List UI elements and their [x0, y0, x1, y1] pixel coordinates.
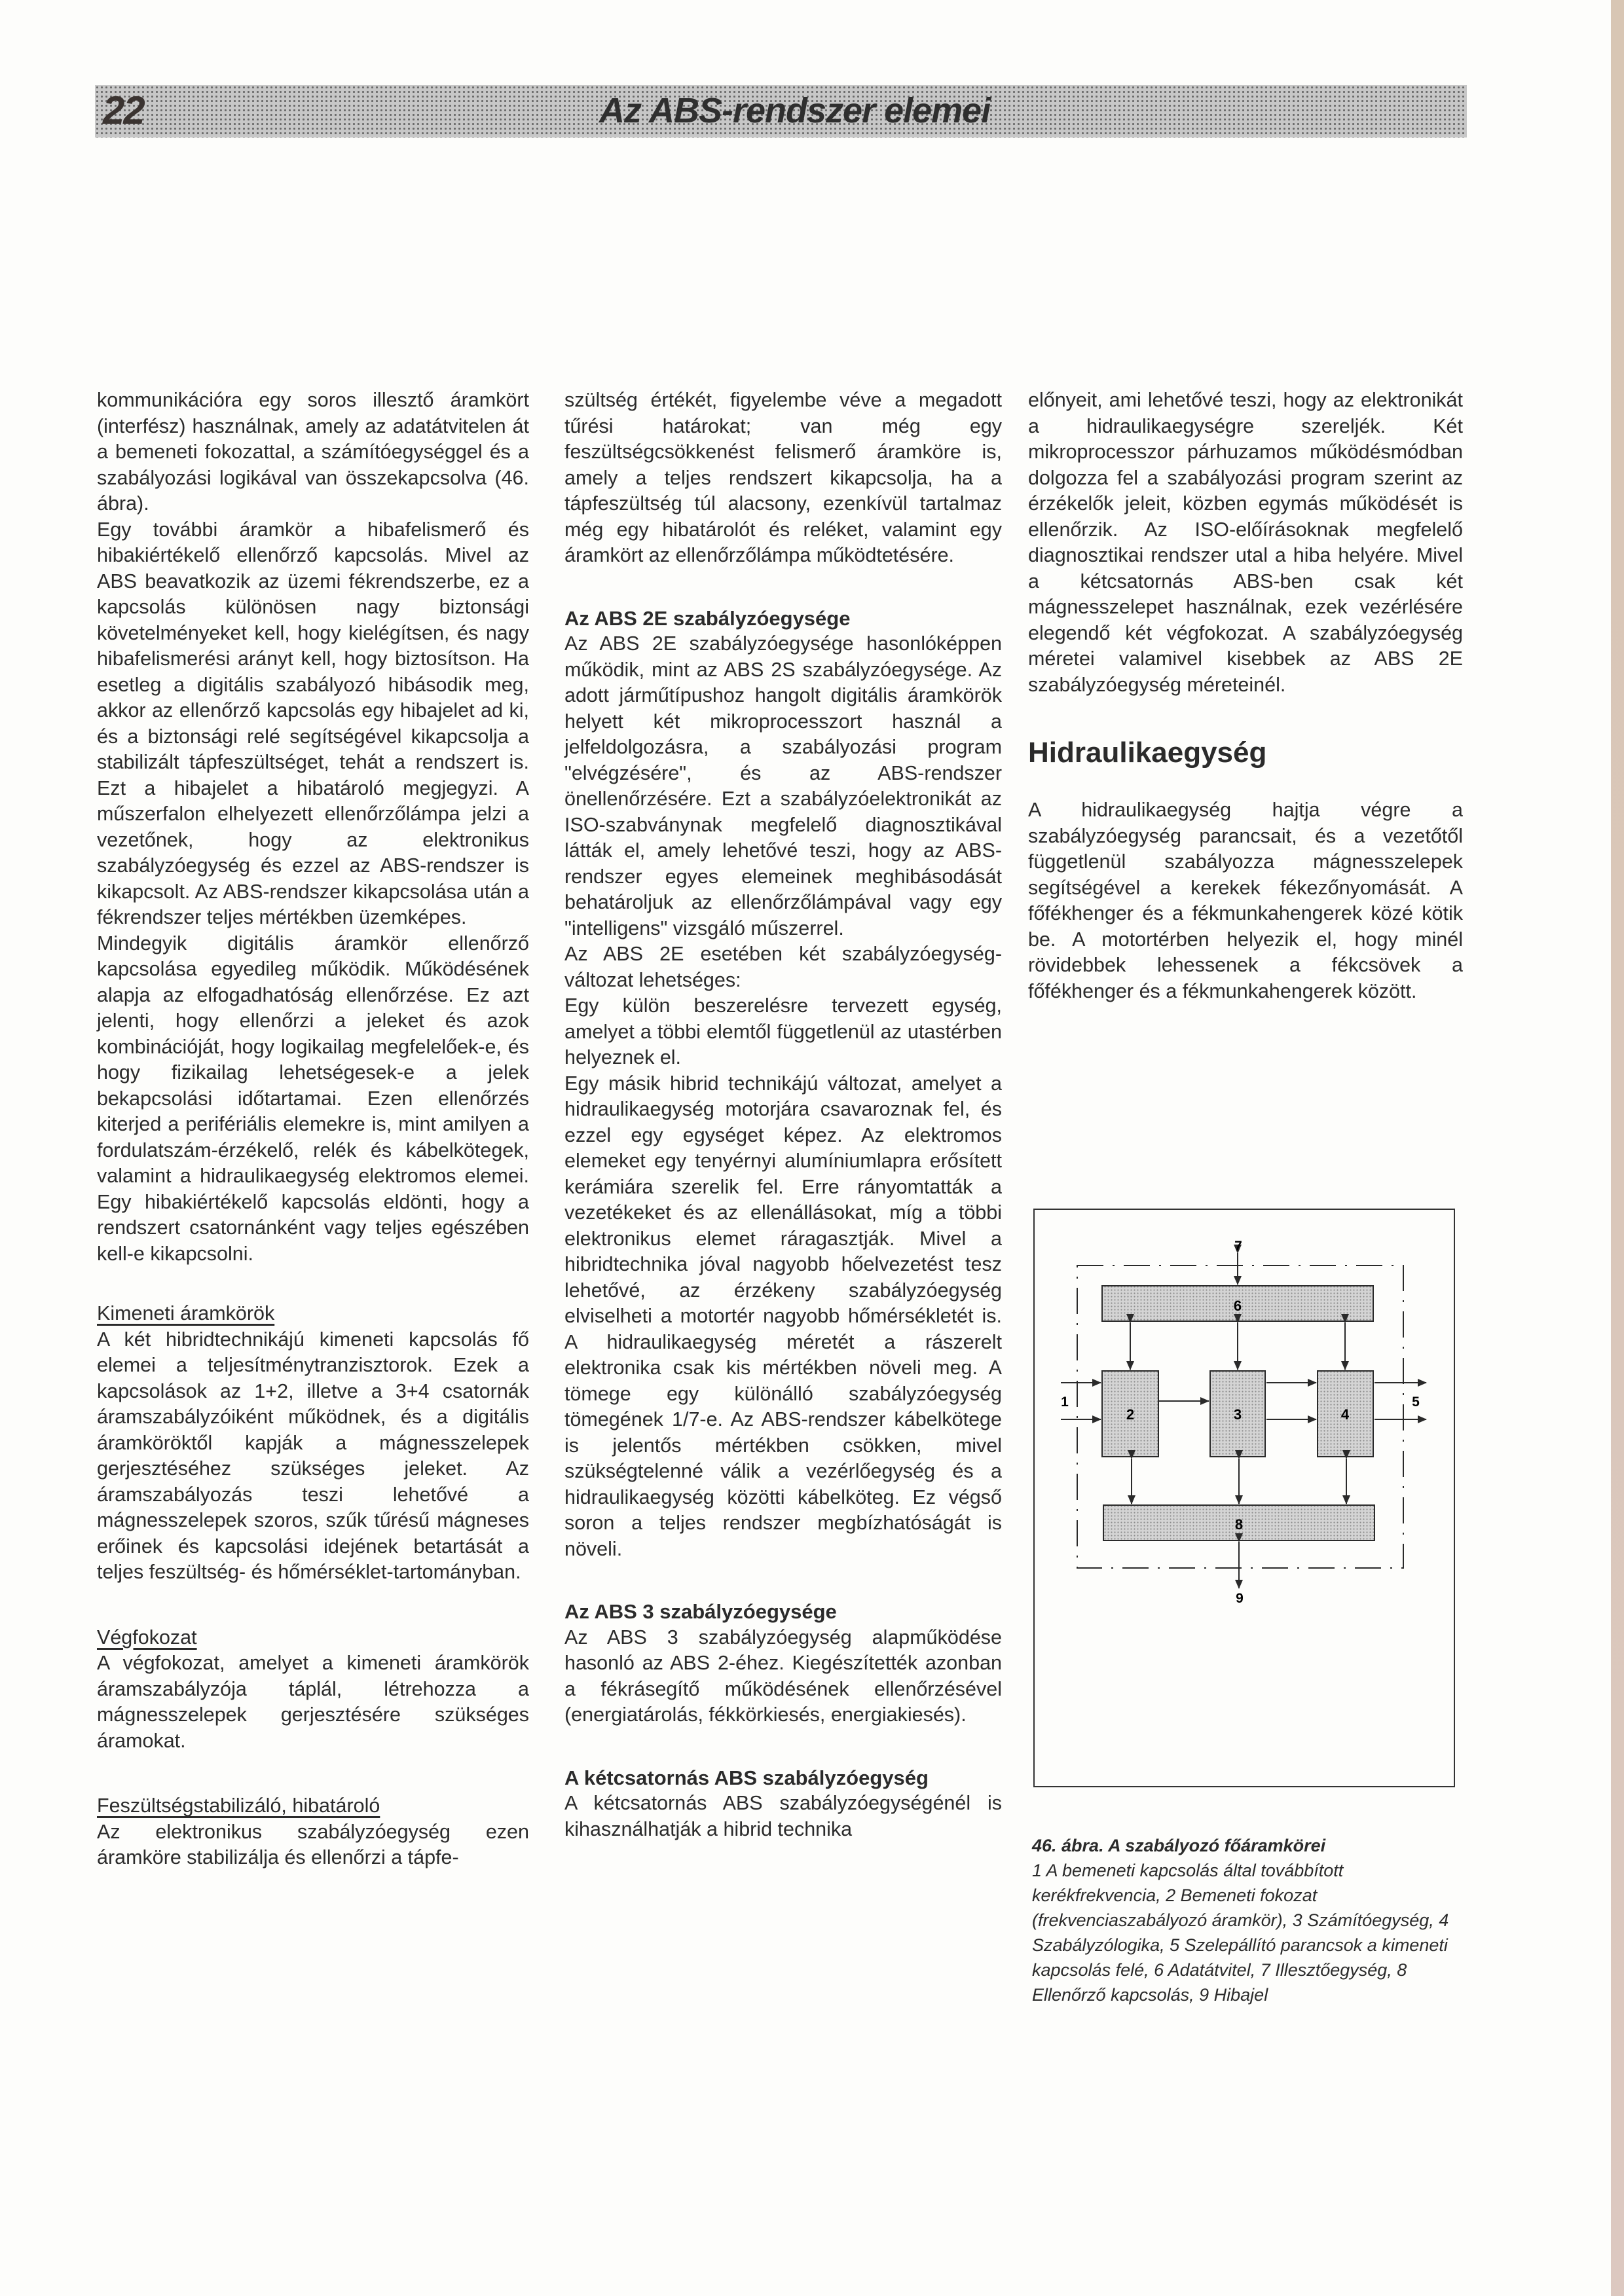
block-4-control-logic [1318, 1371, 1373, 1457]
label-9: 9 [1236, 1591, 1244, 1606]
paragraph: előnyeit, ami lehetővé teszi, hogy az elektronikát a hidraulikaegységre szereljék. Két mikroprocesszor párhuzamos működésmódban dolgozza fel a szabályozási program szerint az érzékelők jeleit, közben egymás működését is ellenőrzik. Az ISO-előírásoknak megfelelő diagnosztikai rendszer utal a hiba helyére. Mivel a kétcsatornás ABS-ben csak két mágnesszelepet használnak, ezek vezérlésére elegendő két végfokozat. A szabályzóegység méretei valamivel kisebbek az ABS 2E szabályzóegység méreteinél. [1028, 389, 1463, 696]
figure-caption [1032, 1833, 1467, 2007]
running-header [95, 85, 1467, 137]
paragraph: Egy további áramkör a hibafelismerő és hibakiértékelő ellenőrző kapcsolás. Mivel az ABS beavatkozik az üzemi fékrendszerbe, ez a kapcsolás különösen nagy biztonsági követelményeket kell, hogy kielégítsen, és nagy hibafelismerési arányt kell, hogy biztosítson. Ha esetleg a digitális szabályozó hibásodik meg, akkor az ellenőrző kapcsolás egy hibajelet ad ki, és a biztonsági relé segítségével kikapcsolja a stabilizált tápfeszültséget, tehát a rendszert is. Ezt a hibajelet a hibatároló megjegyzi. A műszerfalon elhelyezett ellenőrzőlámpa jelzi a vezetőnek, hogy az elektronikus szabályzóegység és ezzel az ABS-rendszer is kikapcsolt. Az ABS-rendszer kikapcsolása után a fékrendszer teljes mértékben üzemképes. [97, 518, 529, 928]
heading-ketcsatornas: A kétcsatornás ABS szabályzóegység [564, 1766, 929, 1789]
svg-text:3: 3 [1233, 1406, 1242, 1423]
label-5: 5 [1412, 1394, 1420, 1410]
block-2-input-stage [1102, 1371, 1158, 1457]
heading-abs-3: Az ABS 3 szabályzóegysége [564, 1600, 837, 1623]
paragraph: Az ABS 3 szabályzóegység alapműködése hasonló az ABS 2-éhez. Kiegészítették azonban a fékrásegítő működésének ellenőrzésével (energiatárolás, fékkörkiesés, energiakiesés). [564, 1626, 1002, 1726]
column-2 [564, 388, 1002, 1842]
running-title: Az ABS-rendszer elemei [599, 91, 991, 130]
heading-abs-2e: Az ABS 2E szabályzóegysége [564, 606, 851, 630]
subheading-vegfokozat: Végfokozat [97, 1626, 197, 1649]
paragraph: szültség értékét, figyelembe véve a megadott tűrési határokat; van még egy feszültségcsökkenést felismerő áramköre is, amely a teljes rendszert kikapcsolja, ha a tápfeszültség túl alacsony, ezenkívül tartalmaz még egy hibatárolót és reléket, valamint egy áramkört az ellenőrzőlámpa működtetésére. [564, 389, 1002, 566]
paragraph: Egy külön beszerelésre tervezett egység, amelyet a többi elemtől függetlenül az utastérben helyeznek el. [564, 994, 1002, 1068]
paragraph: kommunikációra egy soros illesztő áramkört (interfész) használnak, amely az adatátvitelen át a bemeneti fokozattal, a számítóegységgel és a szabályozási logikával van összekapcsolva (46. ábra). [97, 389, 529, 515]
block-3-computing-unit [1210, 1371, 1265, 1457]
page-edge [1611, 0, 1624, 2296]
paragraph: A két hibridtechnikájú kimeneti kapcsolás fő elemei a teljesítménytranzisztorok. Ezek a kapcsolások az 1+2, illetve a 3+4 csatornák áramszabályzóiként működnek, és a digitális áramköröktől kapják a mágnesszelepek gerjesztéséhez szükséges jeleket. Az áramszabályozás teszi lehetővé a mágnesszelepek szoros, szűk tűrésű mágneses erőinek és kapcsolási idejének betartását a teljes feszültség- és hőmérséklet-tartományban. [97, 1328, 529, 1583]
heading-hidraulikaegyseg: Hidraulikaegység [1028, 737, 1267, 769]
column-1 [97, 388, 529, 1871]
svg-text:6: 6 [1233, 1298, 1242, 1314]
block-diagram [1035, 1210, 1454, 1786]
paragraph: A kétcsatornás ABS szabályzóegységénél is kihasználhatják a hibrid technika [564, 1792, 1002, 1840]
paragraph: Mindegyik digitális áramkör ellenőrző kapcsolása egyedileg működik. Működésének alapja az elfogadhatóság ellenőrzése. Ez azt jelenti, hogy ellenőrzi a jeleket és azok kombinációját, hogy logikailag megfelelőek-e, és hogy fizikailag lehetségesek-e a jelek bekapcsolási időtartamai. Ezen ellenőrzés kiterjed a perifériális elemekre is, mint amilyen a fordulatszám-érzékelő, relék és kábelkötegek, valamint a hidraulikaegység elektromos elemei. Egy hibakiértékelő kapcsolás eldönti, hogy a rendszert csatornánként vagy teljes egészében kell-e kikapcsolni. [97, 932, 529, 1265]
paragraph: Egy másik hibrid technikájú változat, amelyet a hidraulikaegység motorjára csavaroznak fel, és ezzel egy egységet képez. Az elektromos elemeket egy tenyérnyi alumíniumlapra erősített kerámiára szerelik fel. Erre rányomtatták a vezetékeket és az ellenállásokat, míg a többi elektronikus elemet ráragasztják. Mivel a hibridtechnika jóval nagyobb hőelvezetést tesz lehetővé, az érzékeny szabályzóegység elviselheti a motortér nagyobb hőmérsékletét is. A hidraulikaegység méretét a rászerelt elektronika csak kis mértékben növeli meg. A tömege egy különálló szabályzóegység tömegének 1/7-e. Az ABS-rendszer kábelkötege is jelentős mértékben csökken, mivel szükségtelenné válik a vezérlőegység és a hidraulikaegység közötti kábelköteg. Ez végső soron a teljes rendszer megbízhatóságát is növeli. [564, 1072, 1002, 1560]
paragraph: Az ABS 2E esetében két szabályzóegység-változat lehetséges: [564, 943, 1002, 991]
figure-46-block-diagram [1033, 1209, 1455, 1787]
paragraph: A hidraulikaegység hajtja végre a szabályzóegység parancsait, és a vezetőtől függetlenül szabályozza mágnesszelepek segítségével a kerekek fékezőnyomását. A főfékhenger és a fékmunkahengerek közé kötik be. A motortérben helyezik el, hogy minél rövidebbek lehessenek a fékcsövek a főfékhenger és a fékmunkahengerek között. [1028, 799, 1463, 1002]
block-8-monitoring-circuit [1103, 1505, 1375, 1540]
column-3 [1028, 388, 1463, 1004]
label-1: 1 [1061, 1394, 1069, 1410]
block-6-data-transfer [1102, 1286, 1373, 1321]
caption-title: 46. ábra. A szabályozó főáramkörei [1032, 1836, 1326, 1855]
paragraph: Az ABS 2E szabályzóegysége hasonlóképpen működik, mint az ABS 2S szabályzóegysége. Az adott járműtípushoz hangolt digitális áramkörök helyett két mikroprocesszort használ a jelfeldolgozásra, a szabályozási program "elvégzésére", és az ABS-rendszer önellenőrzésére. Ezt a szabályzóelektronikát az ISO-szabványnak megfelelő diagnosztikával látták el, amely lehetővé teszi, hogy az ABS-rendszer egyes elemeinek meghibásodását behatároljuk az ellenőrzőlámpával vagy egy "intelligens" vizsgáló műszerrel. [564, 632, 1002, 939]
svg-text:4: 4 [1340, 1406, 1350, 1423]
caption-text: 1 A bemeneti kapcsolás által továbbított kerékfrekvencia, 2 Bemeneti fokozat (frekvenciaszabályozó áramkör), 3 Számítóegység, 4 Szabályzólogika, 5 Szelepállító parancsok a kimeneti kapcsolás felé, 6 Adatátvitel, 7 Illesztőegység, 8 Ellenőrző kapcsolás, 9 Hibajel [1032, 1861, 1449, 2005]
subheading-kimeneti: Kimeneti áramkörök [97, 1302, 275, 1324]
subheading-feszultsegstabilizalo: Feszültségstabilizáló, hibatároló [97, 1795, 380, 1817]
page-number: 22 [103, 88, 144, 132]
label-7: 7 [1234, 1239, 1242, 1254]
paragraph: Az elektronikus szabályzóegység ezen áramköre stabilizálja és ellenőrzi a tápfe- [97, 1820, 529, 1868]
svg-text:2: 2 [1126, 1406, 1135, 1423]
paragraph: A végfokozat, amelyet a kimeneti áramkörök áramszabályzója táplál, létrehozza a mágnesszelepek gerjesztésére szükséges áramokat. [97, 1652, 529, 1752]
svg-text:8: 8 [1234, 1516, 1244, 1533]
